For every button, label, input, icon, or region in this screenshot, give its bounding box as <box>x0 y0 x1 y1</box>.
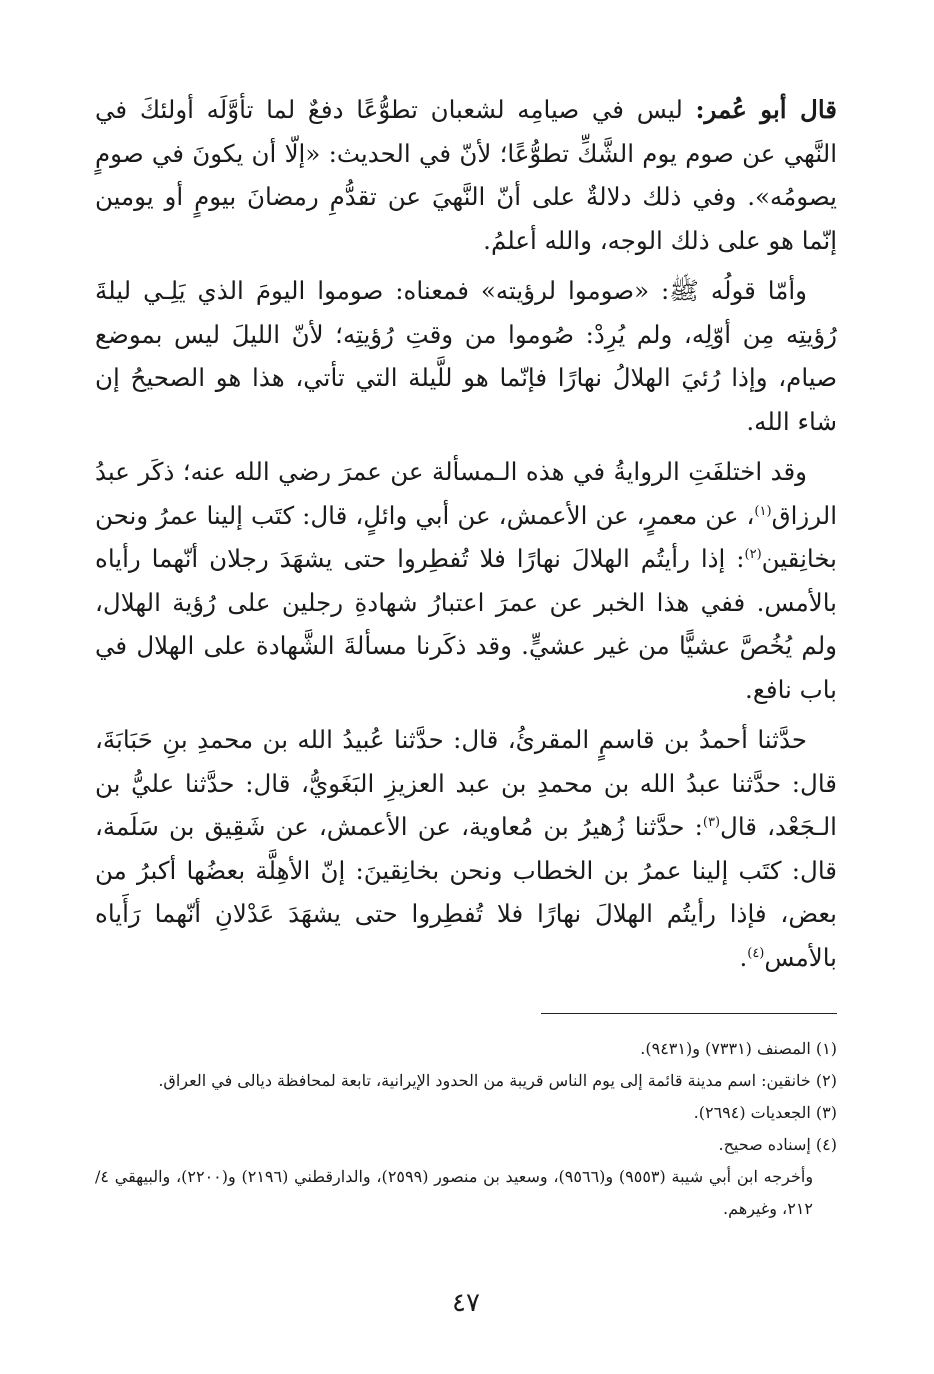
footnote-divider <box>541 1013 837 1014</box>
footnote-ref-3[interactable]: (٣) <box>702 814 721 830</box>
paragraph-text: ، عن معمرٍ، عن الأعمش، عن أبي وائلٍ، قال: كتَب إلينا عمرُ ونحن بخانِقين <box>95 500 837 573</box>
paragraph-text: . <box>739 942 748 972</box>
footnote-1: (١) المصنف (٧٣٣١) و(٩٤٣١). <box>640 1039 837 1058</box>
footnote-4-continuation: وأخرجه ابن أبي شيبة (٩٥٥٣) و(٩٥٦٦)، وسعيد بن منصور (٢٥٩٩)، والدارقطني (٢١٩٦) و(٢٢٠٠)، والبيهقي ٤/ ٢١٢، وغيرهم. <box>95 1167 814 1218</box>
paragraph-lead: قال أبو عُمر: <box>695 95 837 124</box>
footnote-ref-4[interactable]: (٤) <box>747 945 765 961</box>
main-text <box>95 88 837 979</box>
footnote-2: (٢) خانقين: اسم مدينة قائمة إلى يوم الناس قريبة من الحدود الإيرانية، تابعة لمحافظة ديالى في العراق. <box>158 1071 837 1090</box>
paragraph-2: وأمّا قولُه ﷺ: «صوموا لرؤيته» فمعناه: صوموا اليومَ الذي يَلِـي ليلةَ رُؤيتِه مِن أوّلِه، ولم يُرِدْ: صُوموا من وقتِ رُؤيتِه؛ لأنّ الليلَ ليس بموضع صيام، وإذا رُئيَ الهلالُ نهارًا فإنّما هو للَّيلة التي تأتي، هذا هو الصحيحُ إن شاء الله. <box>95 276 837 436</box>
page <box>95 88 838 1318</box>
footnote-ref-1[interactable]: (١) <box>754 503 772 519</box>
paragraph-4 <box>95 718 837 979</box>
paragraph-text: ليس في صيامِه لشعبان تطوُّعًا دفعٌ لما تأوَّلَه أولئكَ في النَّهي عن صوم يوم الشَّكِّ تطوُّعًا؛ لأنّ في الحديث: «إلّا أن يكونَ في صومٍ يصومُه». وفي ذلك دلالةٌ على أنّ النَّهيَ عن تقدُّمِ رمضانَ بيومٍ أو يومين إنّما هو على ذلك الوجه، والله أعلمُ. <box>95 95 837 255</box>
paragraph-text: : حدَّثنا زُهيرُ بن مُعاوية، عن الأعمش، عن شَقِيق بن سَلَمة، قال: كتَب إلينا عمرُ بن الخطاب ونحن بخانِقينَ: إنّ الأهِلَّة بعضُها أكبرُ من بعض، فإذا رأيتُم الهلالَ نهارًا فلا تُفطِروا حتى يشهَدَ عَدْلانِ أنّهما رَأَياه بالأمس <box>95 812 837 972</box>
paragraph-1 <box>95 88 837 262</box>
footnote-ref-2[interactable]: (٢) <box>744 546 762 562</box>
footnote-3: (٣) الجعديات (٢٦٩٤). <box>693 1103 837 1122</box>
page-number: ٤٧ <box>452 1288 480 1318</box>
paragraph-text: حدَّثنا أحمدُ بن قاسمٍ المقرئُ، قال: حدَّثنا عُبيدُ الله بن محمدِ بنِ حَبَابَةَ، قال: حدَّثنا عبدُ الله بن محمدِ بن عبد العزيزِ البَغَويُّ، قال: حدَّثنا عليُّ بن الـجَعْد، قال <box>95 725 837 841</box>
paragraph-text: وقد اختلفَتِ الروايةُ في هذه الـمسألة عن عمرَ رضي الله عنه؛ ذكَر عبدُ الرزاق <box>95 457 837 530</box>
paragraph-text: : إذا رأيتُم الهلالَ نهارًا فلا تُفطِروا حتى يشهَدَ رجلان أنّهما رأياه بالأمس. ففي هذا الخبر عن عمرَ اعتبارُ شهادةِ رجلين على رُؤية الهلال، ولم يُخُصَّ عشيًّا من غير عشيٍّ. وقد ذكَرنا مسألةَ الشَّهادة على الهلال في باب نافع. <box>95 544 838 704</box>
footnotes <box>95 1033 837 1225</box>
footnote-4: (٤) إسناده صحيح. <box>718 1135 837 1154</box>
paragraph-3 <box>95 450 837 711</box>
